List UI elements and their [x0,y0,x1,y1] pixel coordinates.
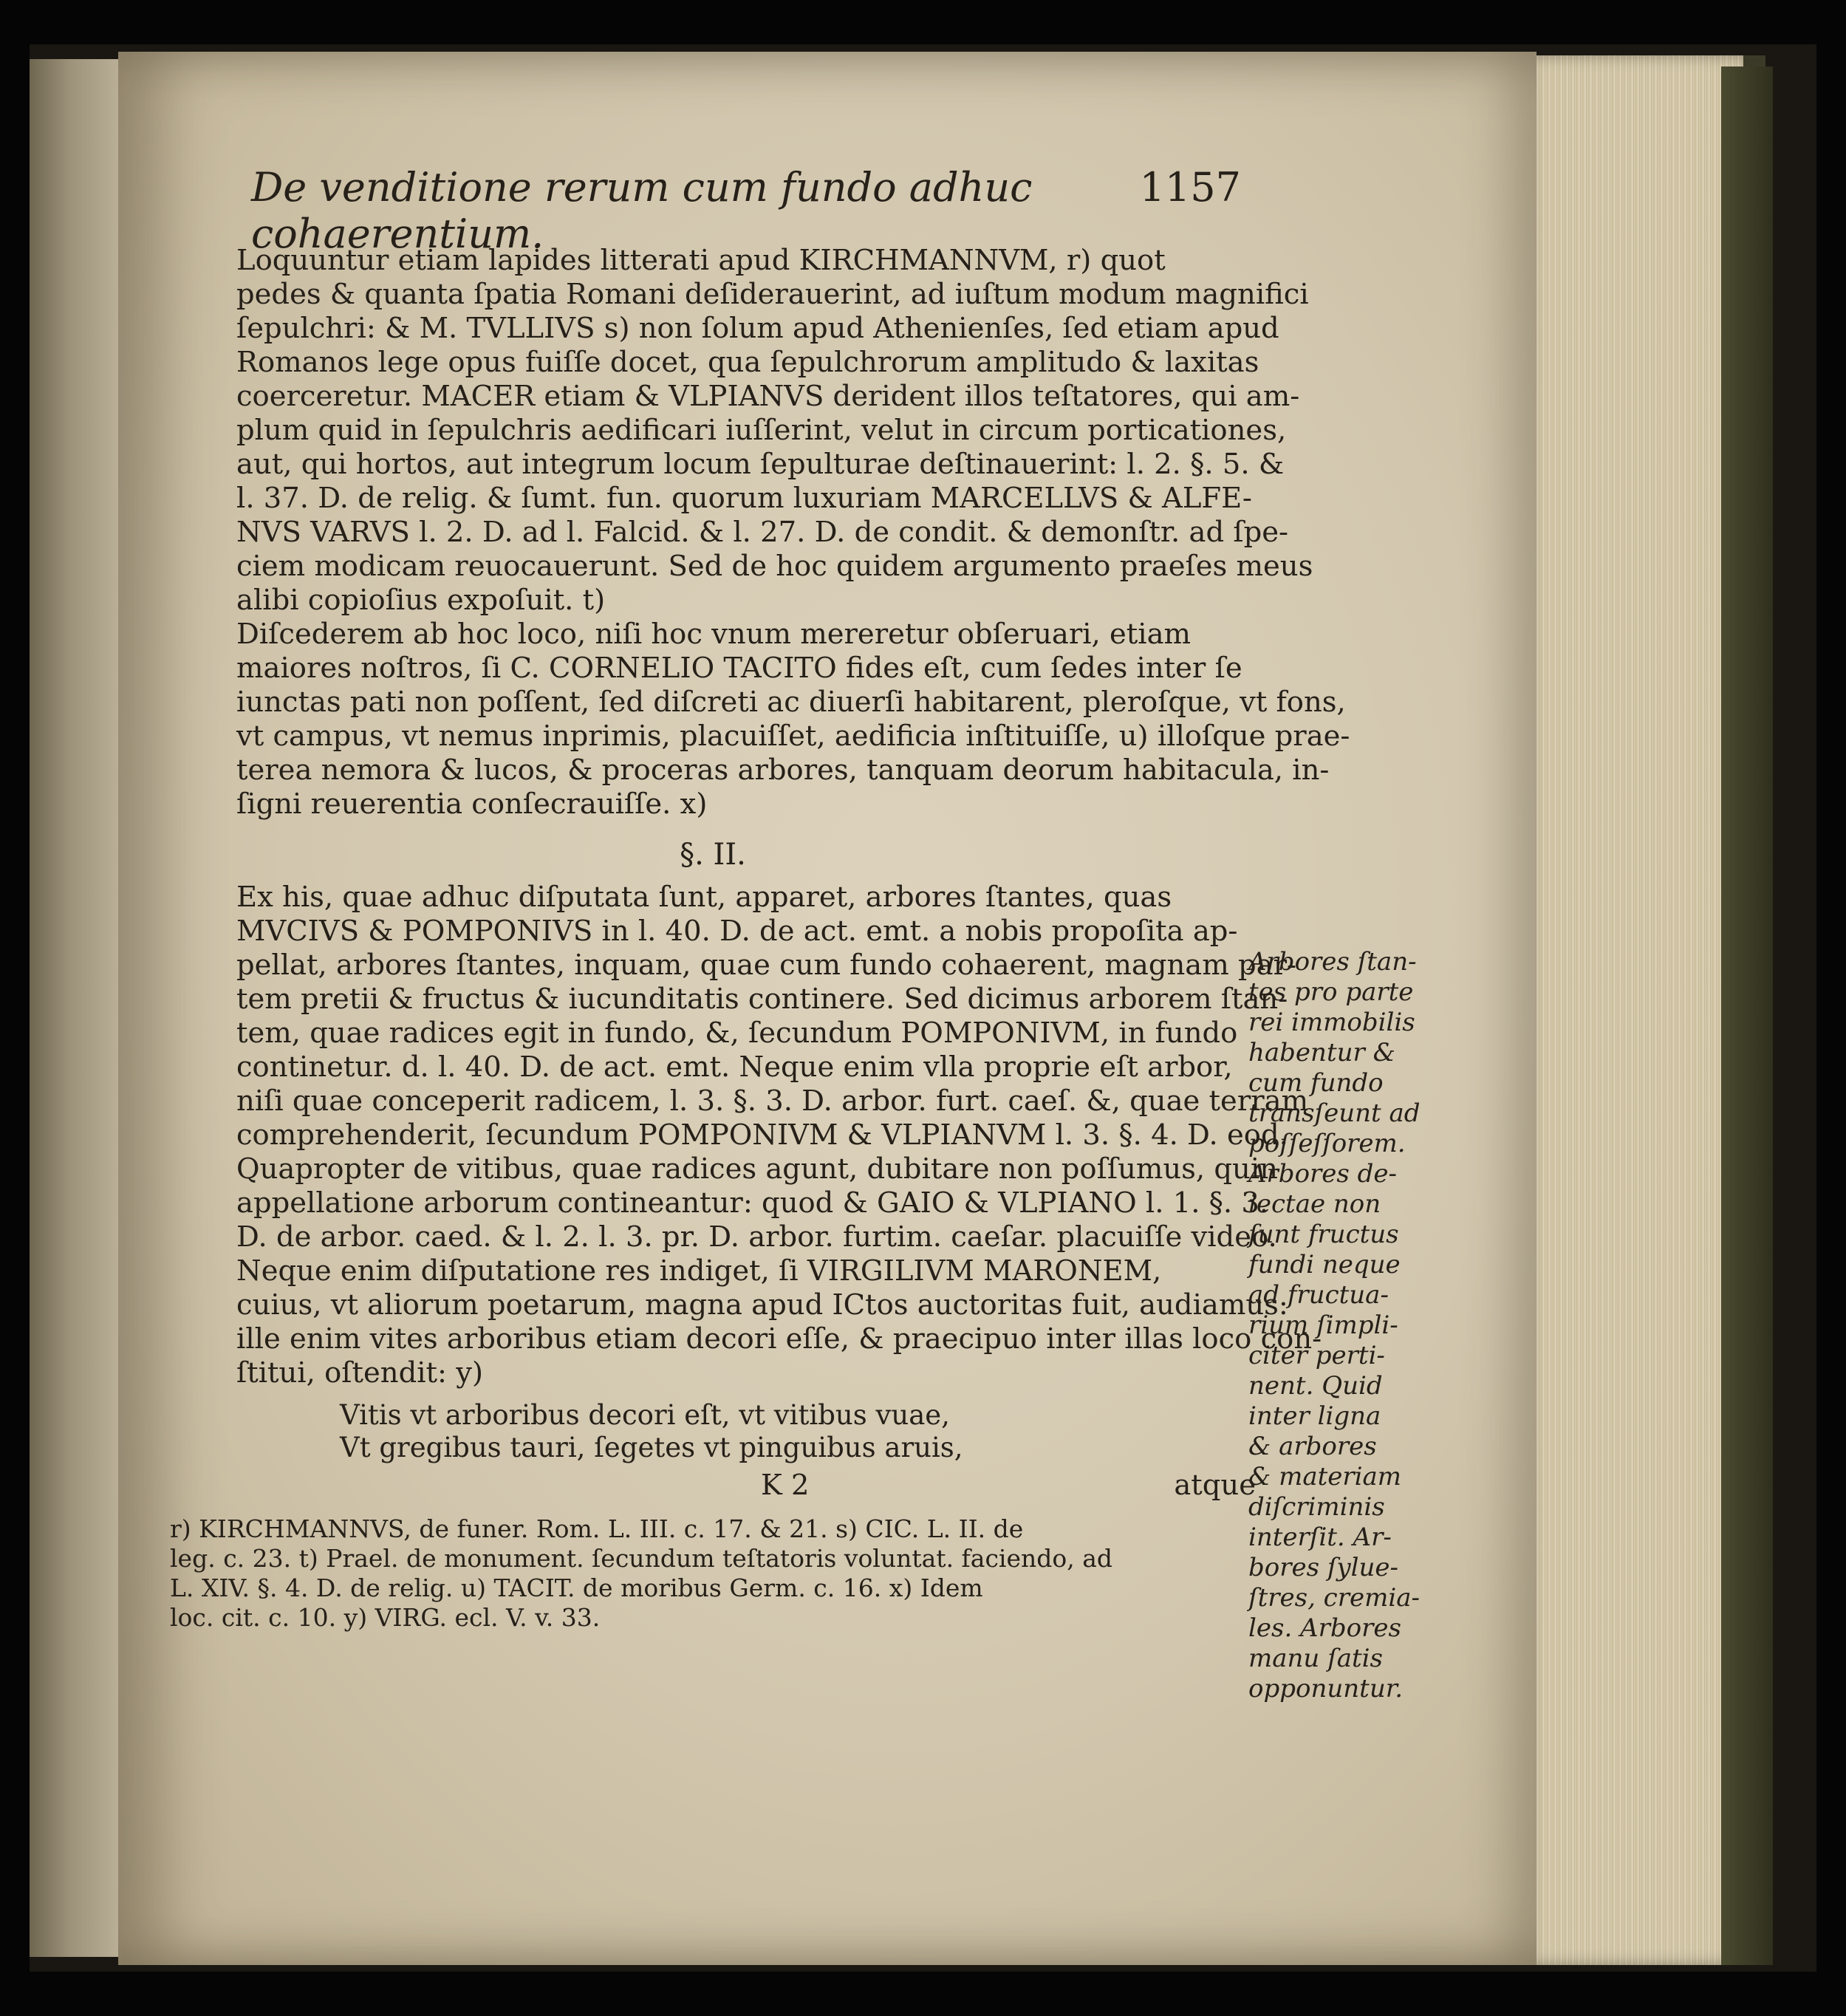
text-line: cuius, vt aliorum poetarum, magna apud ICtos auctoritas fuit, audiamus: [236,1288,1288,1322]
margin-line: opponuntur. [1248,1674,1404,1704]
margin-line: Arbores de- [1248,1159,1398,1189]
text-line: l. 37. D. de relig. & ſumt. fun. quorum luxuriam MARCELLVS & ALFE- [236,482,1252,515]
text-line: Diſcederem ab hoc loco, niſi hoc vnum mereretur obſeruari, etiam [236,618,1192,651]
margin-line: interſit. Ar- [1248,1523,1392,1552]
page-number: 1157 [1139,164,1241,211]
margin-line: fundi neque [1248,1250,1401,1279]
text-line: appellatione arborum contineantur: quod & GAIO & VLPIANO l. 1. §. 3. [236,1186,1269,1220]
section-heading: §. II. [680,838,746,872]
marginal-note [1248,947,1421,1704]
text-line: Ex his, quae adhuc diſputata ſunt, apparet, arbores ſtantes, quas [236,881,1172,914]
margin-line: habentur & [1248,1038,1395,1067]
catchword: atque [1174,1469,1256,1502]
text-line: Loquuntur etiam lapides litterati apud KIRCHMANNVM, r) quot [236,244,1166,277]
text-line: comprehenderit, ſecundum POMPONIVM & VLPIANVM l. 3. §. 4. D. eod. [236,1118,1288,1152]
text-line: niſi quae conceperit radicem, l. 3. §. 3. D. arbor. furt. caeſ. &, quae terram [236,1084,1309,1118]
running-head-title: De venditione rerum cum fundo adhuc cohaerentium. [251,164,1033,257]
text-line: maiores noſtros, ſi C. CORNELIO TACITO fides eſt, cum ſedes inter ſe [236,652,1242,685]
text-line: Neque enim diſputatione res indiget, ſi VIRGILIVM MARONEM, [236,1254,1162,1288]
text-line: vt campus, vt nemus inprimis, placuiſſet, aedificia inſtituiſſe, u) illoſque prae- [236,720,1350,753]
footnote-line: loc. cit. c. 10. y) VIRG. ecl. V. v. 33. [170,1603,601,1632]
margin-line: les. Arbores [1248,1613,1401,1643]
text-line: D. de arbor. caed. & l. 2. l. 3. pr. D. arbor. furtim. caeſar. placuiſſe video. [236,1220,1277,1254]
margin-line: cum fundo [1248,1068,1384,1098]
margin-line: iectae non [1248,1189,1381,1219]
verse-line: Vitis vt arboribus decori eſt, vt vitibus vuae, [340,1399,950,1431]
margin-line: nent. Quid [1248,1371,1383,1401]
verse-quotation [340,1399,1256,1464]
margin-line: transſeunt ad [1248,1098,1421,1128]
footnote-line: r) KIRCHMANNVS, de funer. Rom. L. III. c. 17. & 21. s) CIC. L. II. de [170,1514,1024,1543]
text-line: pedes & quanta ſpatia Romani deſiderauerint, ad iuſtum modum magnifici [236,278,1309,311]
text-line: MVCIVS & POMPONIVS in l. 40. D. de act. emt. a nobis propoſita ap- [236,915,1238,948]
text-line: ille enim vites arboribus etiam decori eſſe, & praecipuo inter illas loco con- [236,1322,1322,1356]
margin-line: & materiam [1248,1462,1402,1492]
text-line: iunctas pati non poſſent, ſed diſcreti ac diuerſi habitarent, pleroſque, vt fons, [236,686,1346,719]
text-line: ciem modicam reuocauerunt. Sed de hoc quidem argumento praeſes meus [236,550,1313,583]
text-line: tem, quae radices egit in fundo, &, ſecundum POMPONIVM, in fundo [236,1016,1238,1050]
text-line: terea nemora & lucos, & proceras arbores, tanquam deorum habitacula, in- [236,754,1330,787]
margin-line: inter ligna [1248,1401,1381,1431]
footnote-line: leg. c. 23. t) Prael. de monument. ſecundum teſtatoris voluntat. faciendo, ad [170,1544,1113,1573]
margin-line: bores ſylue- [1248,1553,1399,1582]
margin-line: rium ſimpli- [1248,1311,1398,1340]
margin-line: & arbores [1248,1432,1377,1461]
margin-line: rei immobilis [1248,1008,1415,1037]
text-line: plum quid in ſepulchris aedificari iuſſerint, velut in circum porticationes, [236,414,1287,447]
footnote-line: L. XIV. §. 4. D. de relig. u) TACIT. de moribus Germ. c. 16. x) Idem [170,1573,983,1602]
text-line: Romanos lege opus fuiſſe docet, qua ſepulchrorum amplitudo & laxitas [236,346,1259,379]
text-line: ſepulchri: & M. TVLLIVS s) non ſolum apud Athenienſes, ſed etiam apud [236,312,1279,345]
margin-line: poſſeſſorem. [1248,1129,1406,1158]
text-line: Quapropter de vitibus, quae radices agunt, dubitare non poſſumus, quin [236,1152,1278,1186]
text-line: pellat, arbores ſtantes, inquam, quae cum fundo cohaerent, magnam par- [236,949,1297,982]
margin-line: diſcriminis [1248,1492,1385,1522]
text-line: aut, qui hortos, aut integrum locum ſepulturae deſtinauerint: l. 2. §. 5. & [236,448,1285,481]
text-line: tem pretii & fructus & iucunditatis continere. Sed dicimus arborem ſtan- [236,983,1288,1016]
text-line: continetur. d. l. 40. D. de act. emt. Neque enim vlla proprie eſt arbor, [236,1050,1233,1084]
paragraph-1 [170,244,1313,618]
text-line: coerceretur. MACER etiam & VLPIANVS derident illos teſtatores, qui am- [236,380,1300,413]
paragraph-2 [170,618,1350,821]
footnotes [170,1514,1256,1633]
signature-mark: K 2 [761,1469,810,1502]
margin-line: Arbores ſtan- [1248,947,1417,977]
book-cover [1721,66,1773,1965]
facing-page-edge [30,59,120,1957]
text-line: ſtitui, oſtendit: y) [236,1356,483,1390]
signature-line [170,1469,1256,1503]
margin-line: ad fructua- [1248,1280,1389,1310]
text-line: alibi copioſius expoſuit. t) [236,584,606,617]
text-line: NVS VARVS l. 2. D. ad l. Falcid. & l. 27. D. de condit. & demonſtr. ad ſpe- [236,516,1289,549]
text-line: ſigni reuerentia conſecrauiſſe. x) [236,787,708,821]
verse-line: Vt gregibus tauri, ſegetes vt pinguibus aruis, [340,1432,963,1463]
margin-line: manu ſatis [1248,1644,1383,1673]
margin-line: tes pro parte [1248,977,1414,1007]
margin-line: ſunt fructus [1248,1220,1399,1249]
margin-line: citer perti- [1248,1341,1385,1370]
paragraph-3 [170,881,1309,1254]
margin-line: ſtres, cremia- [1248,1583,1420,1613]
